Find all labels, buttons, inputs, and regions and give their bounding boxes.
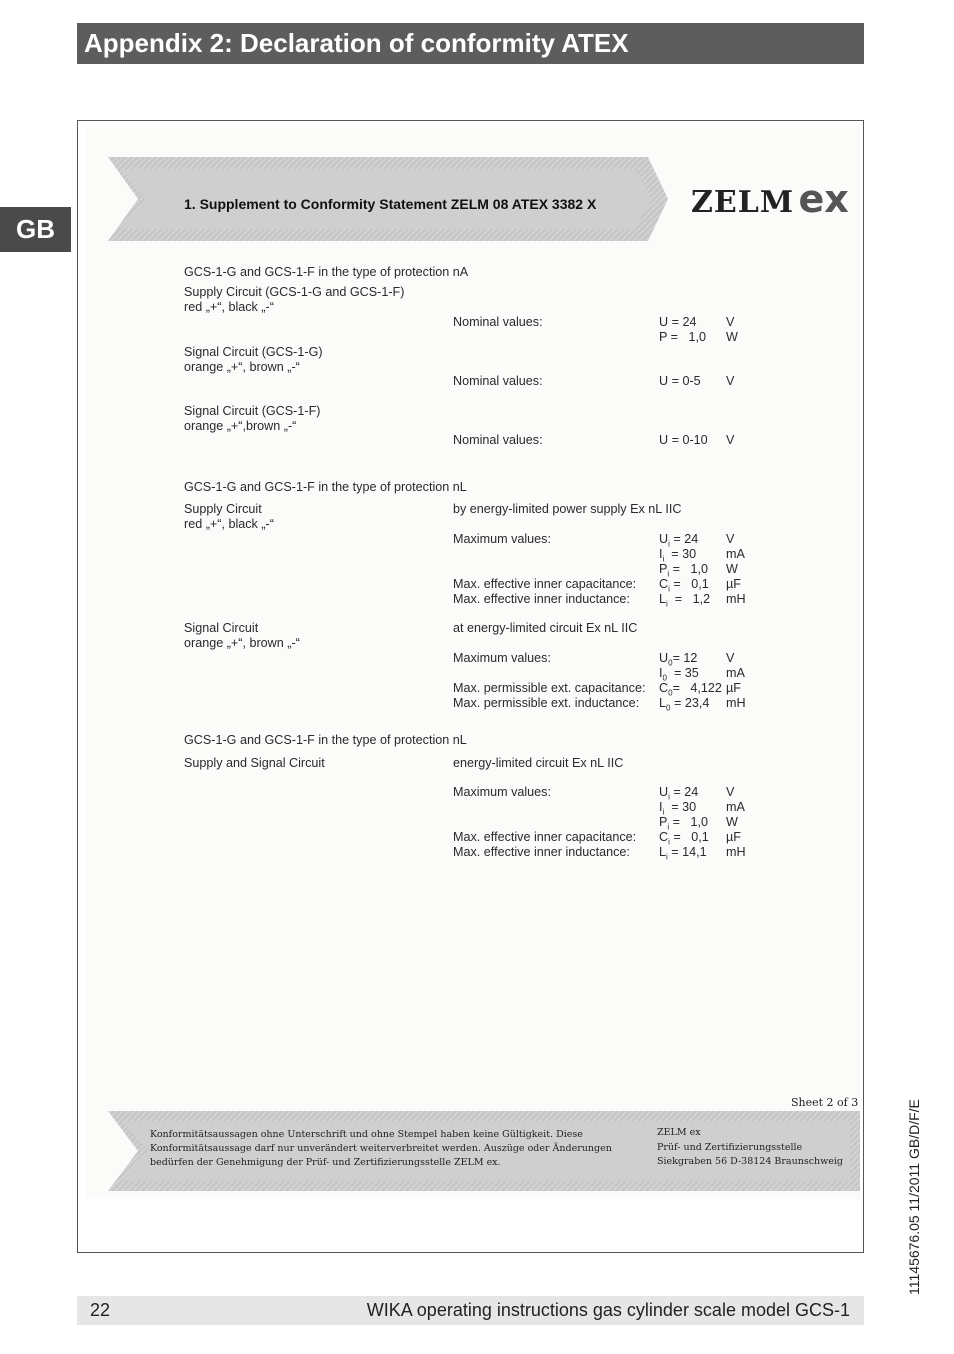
- maximum-values-label: Maximum values:: [453, 785, 551, 799]
- document-code: 11145676.05 11/2011 GB/D/F/E: [906, 1099, 922, 1295]
- value-symbol: $I_0 = 35$: [659, 666, 699, 683]
- certificate-scan: [86, 127, 860, 1199]
- nominal-values-label: Nominal values:: [453, 315, 543, 329]
- value-symbol: $C_0= 4,122$: [659, 681, 722, 698]
- logo-mark: ex: [798, 177, 849, 221]
- section-a-heading: GCS-1-G and GCS-1-F in the type of protection nA: [184, 265, 469, 279]
- value-symbol: U = 0-10: [659, 433, 708, 447]
- value-unit: V: [726, 433, 735, 447]
- capacitance-label: Max. effective inner capacitance:: [453, 577, 637, 591]
- value-unit: mH: [726, 696, 746, 710]
- value-unit: mA: [726, 800, 745, 814]
- footer-note-line: Konformitätsaussagen ohne Unterschrift und ohne Stempel haben keine Gültigkeit. Diese: [150, 1129, 583, 1140]
- value-symbol: $L_i = 1,2$: [659, 592, 711, 609]
- signal-circuit-f-label: Signal Circuit (GCS-1-F): [184, 404, 321, 418]
- footer-note-line: bedürfen der Genehmigung der Prüf- und Zertifizierungsstelle ZELM ex.: [150, 1157, 501, 1168]
- page-number: 22: [90, 1300, 111, 1320]
- signal-circuit-g-label: Signal Circuit (GCS-1-G): [184, 345, 323, 359]
- value-symbol: $C_i = 0,1$: [659, 830, 709, 847]
- circuit-description: at energy-limited circuit Ex nL IIC: [453, 621, 638, 635]
- supply-circuit-wiring: red „+“, black „-“: [184, 300, 274, 314]
- zelm-ex-logo: [691, 177, 849, 221]
- value-unit: W: [726, 562, 738, 576]
- value-symbol: U = 24: [659, 315, 697, 329]
- nominal-values-label: Nominal values:: [453, 374, 543, 388]
- issuer-address: Siekgraben 56 D-38124 Braunschweig: [657, 1156, 844, 1167]
- page-title: Appendix 2: Declaration of conformity ATEX: [84, 28, 629, 58]
- supply-circuit-wiring: red „+“, black „-“: [184, 517, 274, 531]
- issuer-name: ZELM ex: [657, 1127, 701, 1138]
- circuit-description: energy-limited circuit Ex nL IIC: [453, 756, 624, 770]
- section-c-heading: GCS-1-G and GCS-1-F in the type of protection nL: [184, 733, 467, 747]
- value-unit: V: [726, 651, 735, 665]
- section-b-heading: GCS-1-G and GCS-1-F in the type of protection nL: [184, 480, 467, 494]
- language-tab-gb: GB: [0, 207, 71, 252]
- value-symbol: $L_i = 14,1$: [659, 845, 707, 862]
- issuer-description: Prüf- und Zertifizierungsstelle: [657, 1142, 803, 1153]
- supply-signal-circuit-label: Supply and Signal Circuit: [184, 756, 325, 770]
- capacitance-label: Max. permissible ext. capacitance:: [453, 681, 646, 695]
- value-symbol: $P_i = 1,0$: [659, 815, 709, 832]
- inductance-label: Max. effective inner inductance:: [453, 592, 630, 606]
- value-unit: W: [726, 815, 738, 829]
- nominal-values-label: Nominal values:: [453, 433, 543, 447]
- maximum-values-label: Maximum values:: [453, 651, 551, 665]
- signal-circuit-label: Signal Circuit: [184, 621, 259, 635]
- value-unit: mH: [726, 592, 746, 606]
- inductance-label: Max. permissible ext. inductance:: [453, 696, 640, 710]
- sheet-label: Sheet 2 of 3: [791, 1096, 859, 1109]
- value-unit: W: [726, 330, 738, 344]
- signal-circuit-f-wiring: orange „+“,brown „-“: [184, 419, 297, 433]
- value-symbol: $L_0 = 23,4$: [659, 696, 710, 713]
- signal-circuit-g-wiring: orange „+“, brown „-“: [184, 360, 300, 374]
- logo-word: ZELM: [691, 185, 795, 220]
- value-unit: V: [726, 374, 735, 388]
- value-symbol: $I_i = 30$: [659, 800, 697, 817]
- supply-circuit-label: Supply Circuit (GCS-1-G and GCS-1-F): [184, 285, 405, 299]
- value-unit: µF: [726, 577, 741, 591]
- signal-circuit-wiring: orange „+“, brown „-“: [184, 636, 300, 650]
- value-unit: µF: [726, 681, 741, 695]
- value-unit: µF: [726, 830, 741, 844]
- maximum-values-label: Maximum values:: [453, 532, 551, 546]
- value-symbol: P = 1,0: [659, 330, 707, 344]
- value-unit: mA: [726, 666, 745, 680]
- certificate-frame: [77, 120, 864, 1253]
- value-unit: mH: [726, 845, 746, 859]
- value-symbol: $P_i = 1,0$: [659, 562, 709, 579]
- value-symbol: $U_0= 12$: [659, 651, 698, 668]
- inductance-label: Max. effective inner inductance:: [453, 845, 630, 859]
- page-footer: [77, 1296, 864, 1325]
- value-unit: V: [726, 532, 735, 546]
- value-symbol: $I_i = 30$: [659, 547, 697, 564]
- footer-note-line: Konformitätsaussage darf nur unverändert weiterverbreitet werden. Auszüge oder Änderungen: [150, 1143, 612, 1154]
- footer-title: WIKA operating instructions gas cylinder scale model GCS-1: [366, 1300, 850, 1320]
- value-unit: mA: [726, 547, 745, 561]
- banner-title: 1. Supplement to Conformity Statement ZELM 08 ATEX 3382 X: [184, 196, 597, 212]
- appendix-header-bar: [77, 23, 864, 64]
- supply-circuit-label: Supply Circuit: [184, 502, 262, 516]
- value-unit: V: [726, 315, 735, 329]
- value-symbol: $U_i = 24$: [659, 785, 699, 802]
- value-symbol: $U_i = 24$: [659, 532, 699, 549]
- capacitance-label: Max. effective inner capacitance:: [453, 830, 637, 844]
- circuit-description: by energy-limited power supply Ex nL IIC: [453, 502, 682, 516]
- value-unit: V: [726, 785, 735, 799]
- value-symbol: U = 0-5: [659, 374, 701, 388]
- value-symbol: $C_i = 0,1$: [659, 577, 709, 594]
